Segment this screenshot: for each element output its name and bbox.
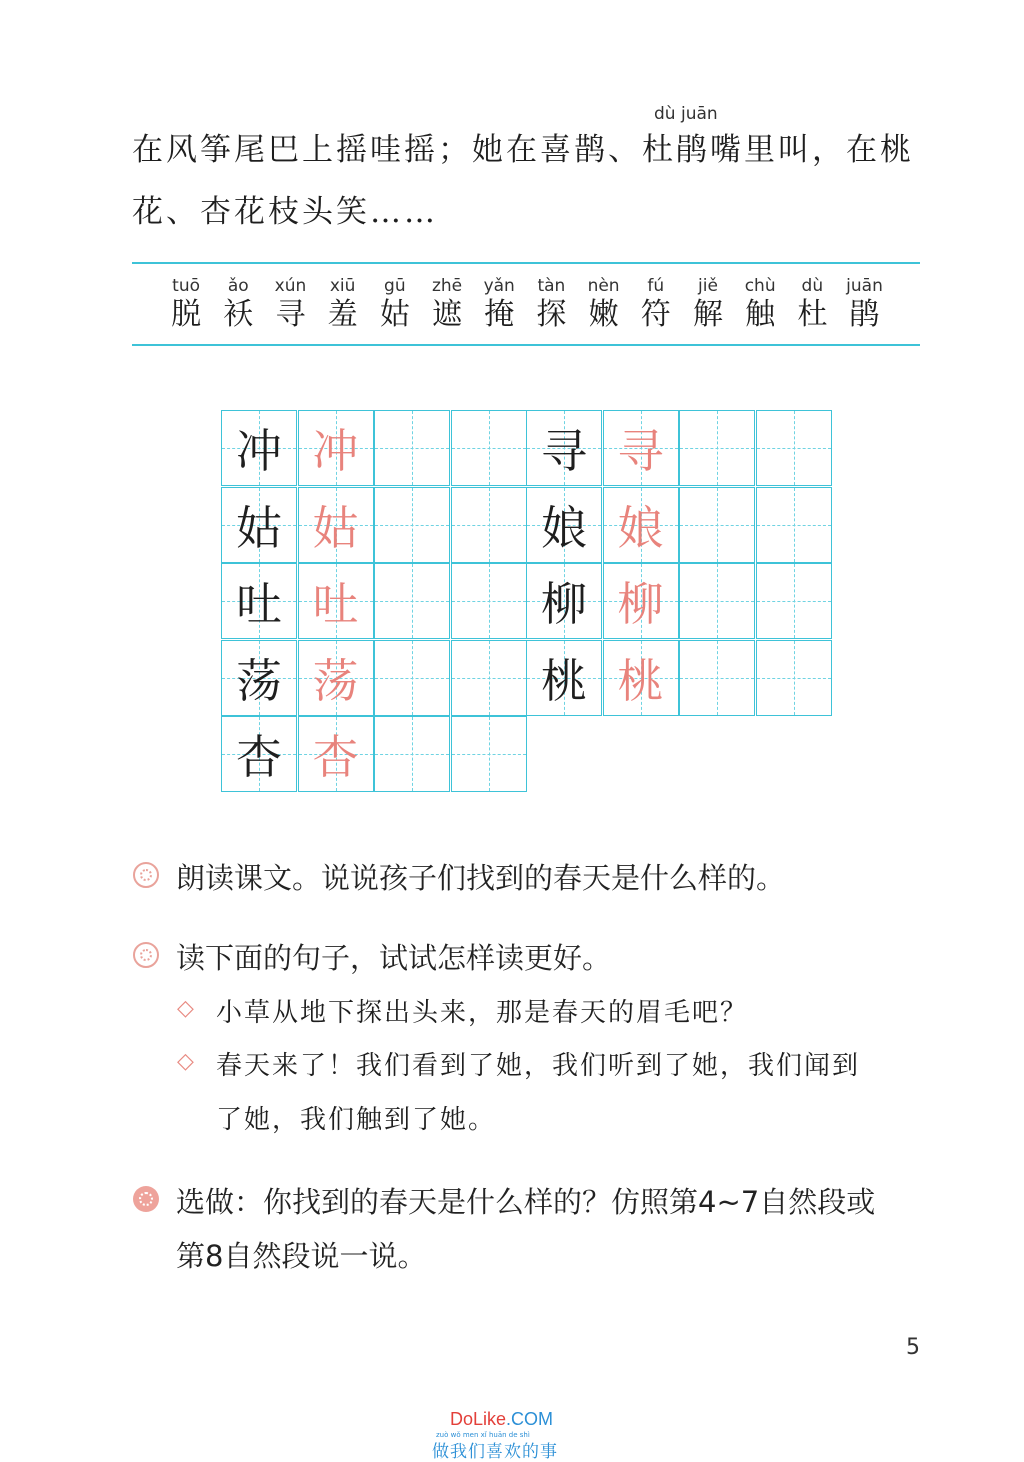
- vocab-pinyin: juān: [846, 276, 883, 296]
- grid-cell: [298, 640, 374, 716]
- watermark-slogan: 做我们喜欢的事: [432, 1442, 558, 1462]
- vocab-item: [682, 275, 734, 333]
- grid-cell: [756, 410, 832, 486]
- grid-character-sample: 荡: [312, 653, 359, 708]
- vocab-item: [264, 275, 316, 333]
- grid-character: 柳: [541, 577, 587, 631]
- grid-cell: [679, 410, 755, 486]
- grid-cell: [221, 487, 297, 563]
- vocab-pinyin: xiū: [329, 276, 356, 296]
- vocab-character: 嫩: [588, 297, 619, 332]
- diamond-bullet-icon: ◇: [177, 996, 194, 1021]
- watermark-pinyin: zuò wǒ men xǐ huān de shì: [436, 1431, 530, 1439]
- vocab-character: 触: [745, 297, 776, 332]
- exercise-2-sentence-2-cont: 了她，我们触到了她。: [216, 1105, 497, 1135]
- vocab-item: [838, 275, 890, 333]
- passage-line-1: 在风筝尾巴上摇哇摇；她在喜鹊、杜鹃嘴里叫，在桃: [132, 132, 914, 168]
- grid-cell: [374, 716, 450, 792]
- grid-cell: [756, 563, 832, 639]
- vocab-character: 掩: [484, 297, 515, 332]
- exercise-icon-3: [133, 1186, 159, 1212]
- grid-cell: [221, 716, 297, 792]
- vocab-pinyin: xún: [274, 276, 307, 296]
- grid-character-sample: 娘: [617, 500, 664, 555]
- grid-cell: [221, 563, 297, 639]
- watermark-brand-b: .COM: [506, 1409, 554, 1429]
- grid-character-sample: 姑: [312, 500, 359, 555]
- grid-cell: [221, 410, 297, 486]
- vocab-character: 杜: [797, 297, 828, 332]
- vocab-character: 脱: [171, 297, 202, 332]
- vocab-item: [473, 275, 525, 333]
- exercise-icon-1: [133, 862, 159, 888]
- vocab-pinyin: ǎo: [227, 276, 249, 296]
- vocab-character: 姑: [379, 297, 410, 332]
- grid-cell: [756, 487, 832, 563]
- vocab-pinyin: chù: [744, 276, 776, 296]
- vocab-pinyin: yǎn: [483, 276, 515, 296]
- exercise-3: 选做：你找到的春天是什么样的？仿照第4~7自然段或: [176, 1185, 876, 1219]
- grid-cell: [451, 716, 527, 792]
- grid-cell: [298, 563, 374, 639]
- grid-character-sample: 柳: [617, 577, 664, 631]
- vocab-pinyin: gū: [384, 276, 406, 296]
- watermark-brand-a: DoLike: [450, 1409, 507, 1429]
- grid-cell: [679, 487, 755, 563]
- grid-character: 桃: [541, 653, 587, 708]
- vocab-item: [630, 275, 682, 333]
- vocab-item: [212, 275, 264, 333]
- vocab-character: 羞: [327, 297, 358, 332]
- grid-character: 吐: [236, 577, 282, 631]
- vocab-pinyin: fú: [647, 276, 665, 296]
- exercise-3-cont: 第8自然段说一说。: [176, 1239, 427, 1273]
- exercise-2-sentence-1: 小草从地下探出头来，那是春天的眉毛吧？: [216, 998, 749, 1028]
- vocab-pinyin: jiě: [698, 276, 718, 296]
- vocab-item: [578, 275, 630, 333]
- vocab-pinyin: tàn: [537, 276, 566, 296]
- grid-cell: [679, 640, 755, 716]
- page-number: 5: [906, 1335, 920, 1360]
- watermark-brand: [450, 1409, 553, 1430]
- vocab-pinyin: dù: [801, 276, 824, 296]
- grid-cell: [374, 487, 450, 563]
- grid-character: 荡: [236, 653, 282, 708]
- grid-cell: [451, 487, 527, 563]
- vocab-pinyin: nèn: [587, 276, 620, 296]
- vocab-item: [421, 275, 473, 333]
- vocab-item: [734, 275, 786, 333]
- grid-character-sample: 桃: [617, 653, 664, 708]
- grid-cell: [526, 563, 602, 639]
- grid-cell: [374, 410, 450, 486]
- grid-cell: [451, 640, 527, 716]
- exercise-icon-2: [133, 942, 159, 968]
- grid-character-sample: 吐: [312, 577, 359, 631]
- vocabulary-list: [160, 275, 891, 333]
- vocab-character: 遮: [432, 297, 463, 332]
- vocab-bottom-rule: [132, 344, 920, 346]
- vocab-item: [160, 275, 212, 333]
- grid-cell: [221, 640, 297, 716]
- grid-cell: [374, 563, 450, 639]
- diamond-bullet-icon: ◇: [177, 1049, 194, 1074]
- grid-cell: [756, 640, 832, 716]
- grid-cell: [679, 563, 755, 639]
- grid-cell: [374, 640, 450, 716]
- vocab-top-rule: [132, 262, 920, 264]
- vocab-item: [786, 275, 838, 333]
- vocab-character: 探: [536, 297, 567, 332]
- vocab-character: 符: [640, 297, 671, 332]
- vocab-pinyin: tuō: [172, 276, 201, 296]
- vocab-item: [525, 275, 577, 333]
- grid-cell: [526, 410, 602, 486]
- grid-character: 姑: [236, 500, 282, 555]
- vocab-character: 解: [692, 297, 723, 332]
- grid-cell: [526, 640, 602, 716]
- grid-cell: [603, 487, 679, 563]
- grid-character-sample: 杏: [312, 730, 359, 784]
- passage-pinyin: dù juān: [654, 104, 718, 124]
- grid-character-sample: 寻: [617, 424, 664, 478]
- grid-cell: [298, 716, 374, 792]
- grid-cell: [298, 410, 374, 486]
- passage-line-2: 花、杏花枝头笑……: [132, 194, 438, 230]
- grid-cell: [298, 487, 374, 563]
- exercise-1: 朗读课文。说说孩子们找到的春天是什么样的。: [176, 861, 786, 895]
- grid-cell: [451, 410, 527, 486]
- grid-character-sample: 冲: [312, 424, 359, 478]
- grid-cell: [526, 487, 602, 563]
- exercise-2-sentence-2: 春天来了！我们看到了她，我们听到了她，我们闻到: [216, 1051, 861, 1081]
- vocab-character: 寻: [275, 297, 306, 332]
- grid-character: 寻: [541, 424, 587, 478]
- grid-cell: [603, 410, 679, 486]
- grid-character: 娘: [541, 500, 587, 555]
- grid-character: 冲: [236, 424, 282, 478]
- grid-character: 杏: [236, 730, 282, 784]
- grid-cell: [603, 640, 679, 716]
- exercise-2: 读下面的句子，试试怎样读更好。: [176, 941, 612, 975]
- vocab-character: 鹃: [849, 297, 880, 332]
- vocab-item: [317, 275, 369, 333]
- vocab-pinyin: zhē: [431, 276, 463, 296]
- grid-cell: [451, 563, 527, 639]
- vocab-item: [369, 275, 421, 333]
- grid-cell: [603, 563, 679, 639]
- vocab-character: 袄: [223, 297, 254, 332]
